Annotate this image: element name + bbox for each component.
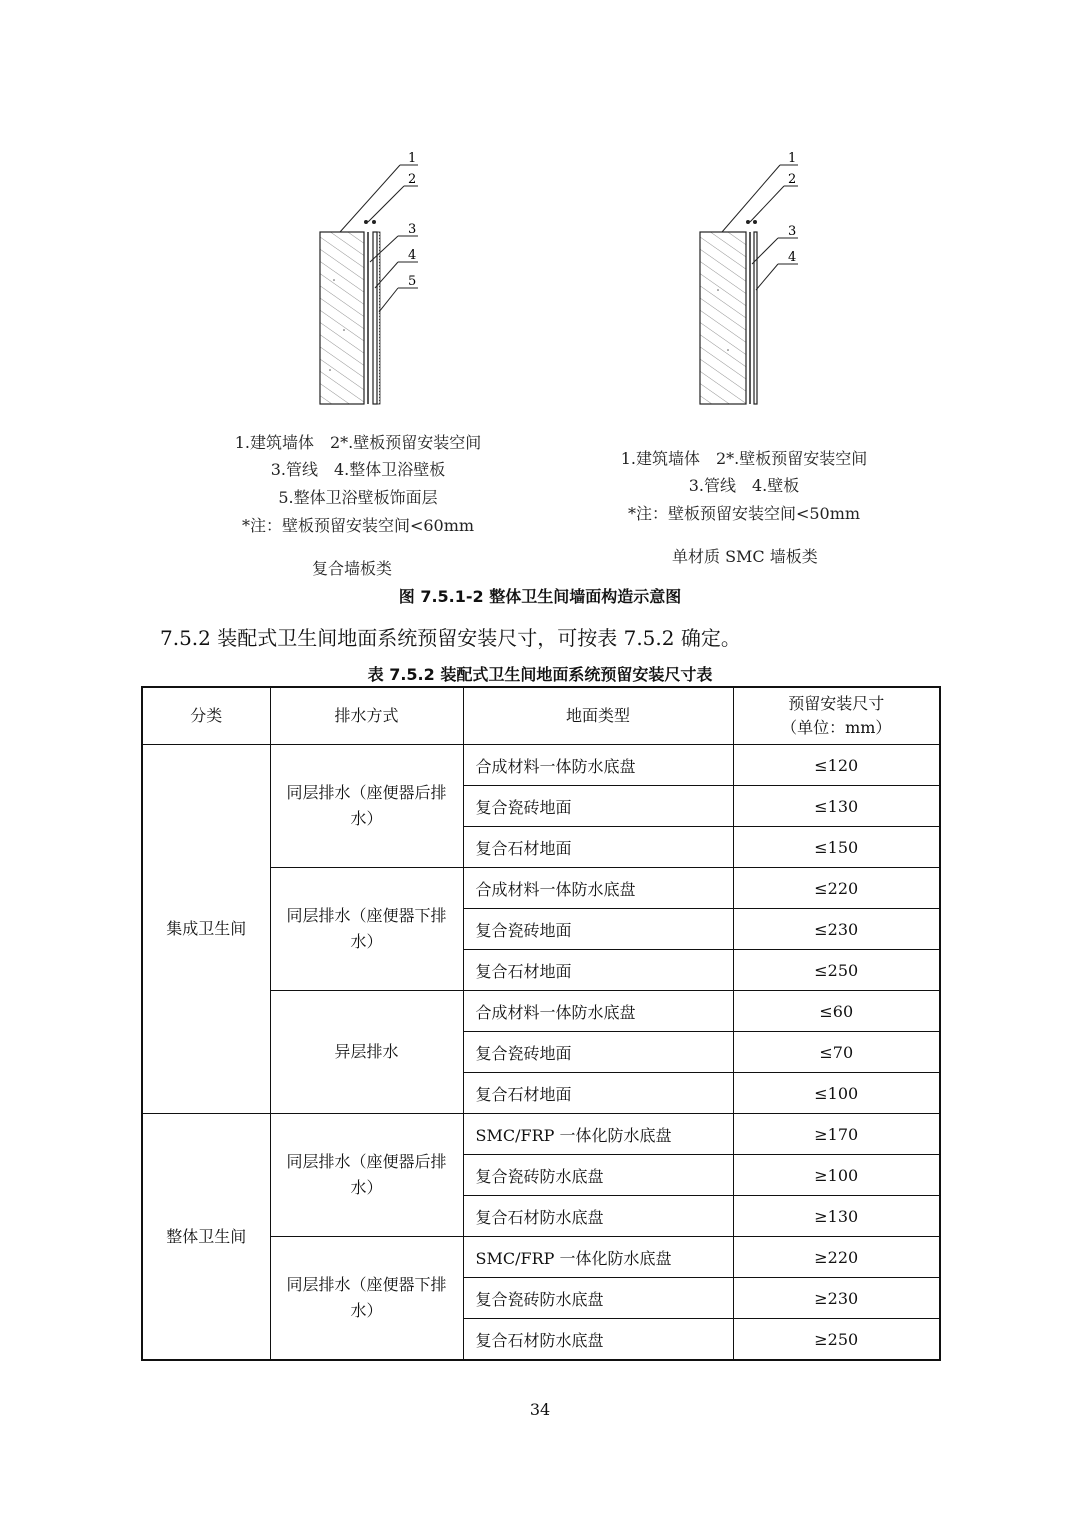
drainage-text: 同层排水（座便器下排水） [286,1275,447,1320]
floor-type-cell: 复合石材地面 [463,1073,733,1114]
header-size-unit: （单位：mm） [781,718,892,737]
drainage-cell [270,1114,463,1237]
size-cell: ≥220 [733,1237,940,1278]
table-row [142,745,940,786]
size-cell: ≤130 [733,786,940,827]
floor-type-cell: 合成材料一体防水底盘 [463,991,733,1032]
table-row [142,1114,940,1155]
callout-5: 5 [408,274,417,289]
drainage-cell [270,1237,463,1361]
floor-type-cell: 复合石材地面 [463,827,733,868]
drainage-cell: 异层排水 [270,991,463,1114]
floor-type-cell: 复合瓷砖防水底盘 [463,1155,733,1196]
drainage-text: 同层排水（座便器后排水） [286,1152,447,1197]
callout-3: 3 [408,222,417,237]
floor-type-cell: 复合石材防水底盘 [463,1319,733,1361]
callout-1: 1 [788,151,797,166]
size-cell: ≤120 [733,745,940,786]
floor-type-cell: 复合石材地面 [463,950,733,991]
size-cell: ≥250 [733,1319,940,1361]
smc-wall-diagram [680,150,820,420]
table-header-row [142,687,940,745]
right-legend-note: *注：壁板预留安装空间<50mm [627,504,861,523]
panel-finish [377,232,380,404]
floor-type-cell: SMC/FRP 一体化防水底盘 [463,1114,733,1155]
header-category: 分类 [142,687,270,745]
size-cell: ≥100 [733,1155,940,1196]
size-cell: ≤60 [733,991,940,1032]
header-size [733,687,940,745]
composite-wall-diagram [300,150,440,420]
drainage-text: 同层排水（座便器下排水） [286,906,447,951]
callout-2: 2 [408,172,417,187]
floor-type-cell: 复合瓷砖防水底盘 [463,1278,733,1319]
callout-4: 4 [788,250,797,265]
category-cell: 整体卫生间 [142,1114,270,1361]
header-floor-type: 地面类型 [463,687,733,745]
drainage-cell [270,745,463,868]
floor-type-cell: 复合瓷砖地面 [463,1032,733,1073]
floor-type-cell: SMC/FRP 一体化防水底盘 [463,1237,733,1278]
size-cell: ≥230 [733,1278,940,1319]
callout-3: 3 [788,224,797,239]
right-legend-line-2: 3.管线 4.壁板 [688,476,800,495]
right-caption: 单材质 SMC 墙板类 [672,547,818,566]
size-cell: ≤100 [733,1073,940,1114]
figure-title: 图 7.5.1-2 整体卫生间墙面构造示意图 [398,587,682,606]
page-number: 34 [529,1400,551,1419]
floor-type-cell: 复合瓷砖地面 [463,786,733,827]
size-cell: ≤150 [733,827,940,868]
size-cell: ≤220 [733,868,940,909]
right-legend-line-1: 1.建筑墙体 2*.壁板预留安装空间 [620,449,868,468]
size-cell: ≤230 [733,909,940,950]
wall-body [700,232,746,404]
table-title: 表 7.5.2 装配式卫生间地面系统预留安装尺寸表 [367,665,713,684]
install-size-table [141,686,941,1361]
floor-type-cell: 合成材料一体防水底盘 [463,745,733,786]
header-size-label: 预留安装尺寸 [788,694,885,713]
left-caption: 复合墙板类 [312,559,393,578]
floor-type-cell: 复合瓷砖地面 [463,909,733,950]
floor-type-cell: 合成材料一体防水底盘 [463,868,733,909]
left-legend-line-3: 5.整体卫浴壁板饰面层 [278,488,438,507]
drainage-text: 同层排水（座便器后排水） [286,783,447,828]
wall-body [320,232,364,404]
callout-1: 1 [408,151,417,166]
left-legend-line-1: 1.建筑墙体 2*.壁板预留安装空间 [234,433,482,452]
wall-panel [754,232,757,404]
section-paragraph: 7.5.2 装配式卫生间地面系统预留安装尺寸，可按表 7.5.2 确定。 [160,626,741,650]
left-legend-line-2: 3.管线 4.整体卫浴壁板 [270,460,446,479]
size-cell: ≥130 [733,1196,940,1237]
size-cell: ≥170 [733,1114,940,1155]
size-cell: ≤70 [733,1032,940,1073]
callout-2: 2 [788,172,797,187]
floor-type-cell: 复合石材防水底盘 [463,1196,733,1237]
left-legend-note: *注：壁板预留安装空间<60mm [241,516,475,535]
callout-4: 4 [408,248,417,263]
size-cell: ≤250 [733,950,940,991]
drainage-cell [270,868,463,991]
category-cell: 集成卫生间 [142,745,270,1114]
header-drainage: 排水方式 [270,687,463,745]
